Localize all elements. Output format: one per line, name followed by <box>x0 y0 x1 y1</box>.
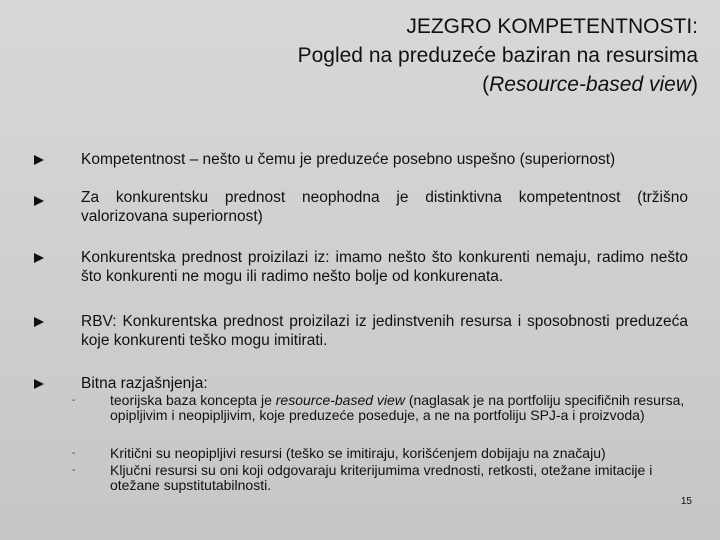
page-number: 15 <box>680 496 692 507</box>
arrow-bullet-icon <box>34 379 44 389</box>
dash-bullet: - <box>72 448 76 459</box>
title-line-2: Pogled na preduzeće baziran na resursima <box>297 44 698 67</box>
dash-bullet: - <box>72 395 76 406</box>
title-line-3: (Resource-based view) <box>482 73 698 96</box>
arrow-bullet-icon <box>34 155 44 165</box>
arrow-bullet-icon <box>34 196 44 206</box>
dash-bullet: - <box>72 465 76 476</box>
title-line-1: JEZGRO KOMPETENTNOSTI: <box>406 15 698 38</box>
arrow-bullet-icon <box>34 253 44 263</box>
slide-title <box>138 12 698 99</box>
arrow-bullet-icon <box>34 317 44 327</box>
